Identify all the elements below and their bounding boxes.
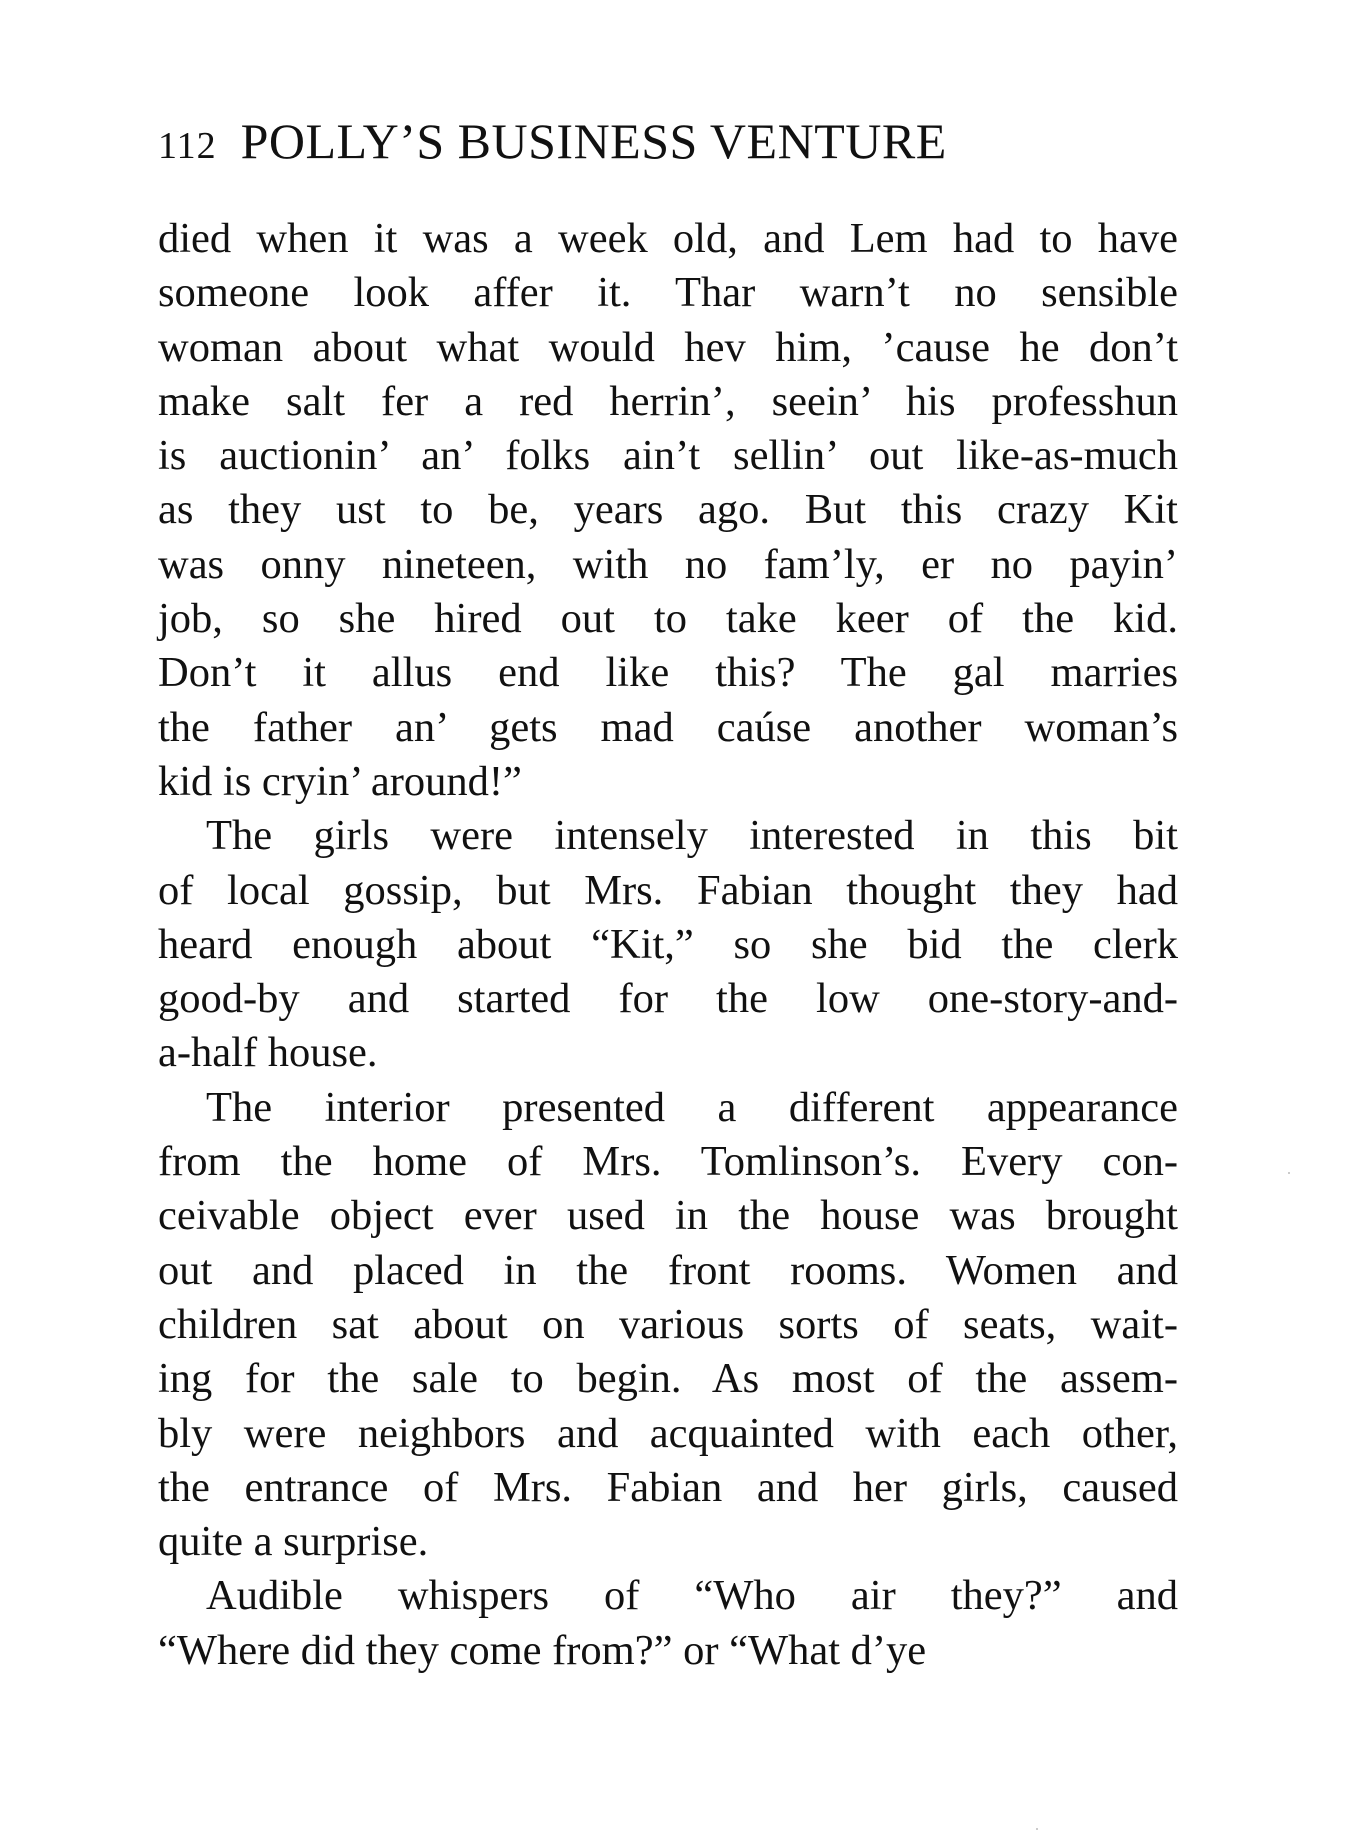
text-line: bly were neighbors and acquainted with each other, bbox=[158, 1409, 1178, 1457]
text-line: The girls were intensely interested in this bit bbox=[206, 812, 1178, 860]
text-line: ing for the sale to begin. As most of the assem- bbox=[158, 1355, 1178, 1403]
text-line: the entrance of Mrs. Fabian and her girls, caused bbox=[158, 1463, 1178, 1511]
text-line: Don’t it allus end like this? The gal marries bbox=[158, 649, 1178, 697]
text-line: quite a surprise. bbox=[158, 1518, 429, 1566]
text-line: job, so she hired out to take keer of the kid. bbox=[158, 595, 1178, 643]
text-line: Audible whispers of “Who air they?” and bbox=[206, 1572, 1178, 1620]
text-line: as they ust to be, years ago. But this crazy Kit bbox=[158, 486, 1178, 534]
text-line: is auctionin’ an’ folks ain’t sellin’ out like-as-much bbox=[158, 432, 1178, 480]
text-line: ceivable object ever used in the house was brought bbox=[158, 1192, 1178, 1240]
paper-speck bbox=[1036, 1828, 1038, 1830]
text-line: heard enough about “Kit,” so she bid the clerk bbox=[158, 920, 1178, 968]
text-line: was onny nineteen, with no fam’ly, er no payin’ bbox=[158, 540, 1178, 588]
text-line: The interior presented a different appearance bbox=[206, 1083, 1178, 1131]
paragraph bbox=[158, 212, 1178, 809]
text-line: the father an’ gets mad caúse another woman’s bbox=[158, 703, 1178, 751]
text-line: from the home of Mrs. Tomlinson’s. Every con- bbox=[158, 1138, 1178, 1186]
text-line: make salt fer a red herrin’, seein’ his professhun bbox=[158, 377, 1178, 425]
running-head bbox=[158, 112, 1218, 172]
text-line: woman about what would hev him, ’cause he don’t bbox=[158, 323, 1178, 371]
text-line: good-by and started for the low one-story-and- bbox=[158, 975, 1178, 1023]
text-line: someone look affer it. Thar warn’t no sensible bbox=[158, 269, 1178, 317]
text-line: of local gossip, but Mrs. Fabian thought they had bbox=[158, 866, 1178, 914]
running-title: POLLY’S BUSINESS VENTURE bbox=[240, 113, 947, 169]
paragraph bbox=[158, 809, 1178, 1080]
paper-speck bbox=[1288, 1172, 1290, 1174]
page-number: 112 bbox=[158, 125, 217, 167]
paragraph bbox=[158, 1081, 1178, 1570]
body-text bbox=[158, 212, 1178, 1678]
text-line: children sat about on various sorts of seats, wait- bbox=[158, 1300, 1178, 1348]
text-line: a-half house. bbox=[158, 1029, 378, 1077]
paragraph bbox=[158, 1569, 1178, 1678]
text-line: kid is cryin’ around!” bbox=[158, 757, 522, 805]
text-line: died when it was a week old, and Lem had to have bbox=[158, 215, 1178, 262]
text-line: out and placed in the front rooms. Women and bbox=[158, 1246, 1178, 1294]
text-line: “Where did they come from?” or “What d’ye bbox=[158, 1626, 927, 1674]
